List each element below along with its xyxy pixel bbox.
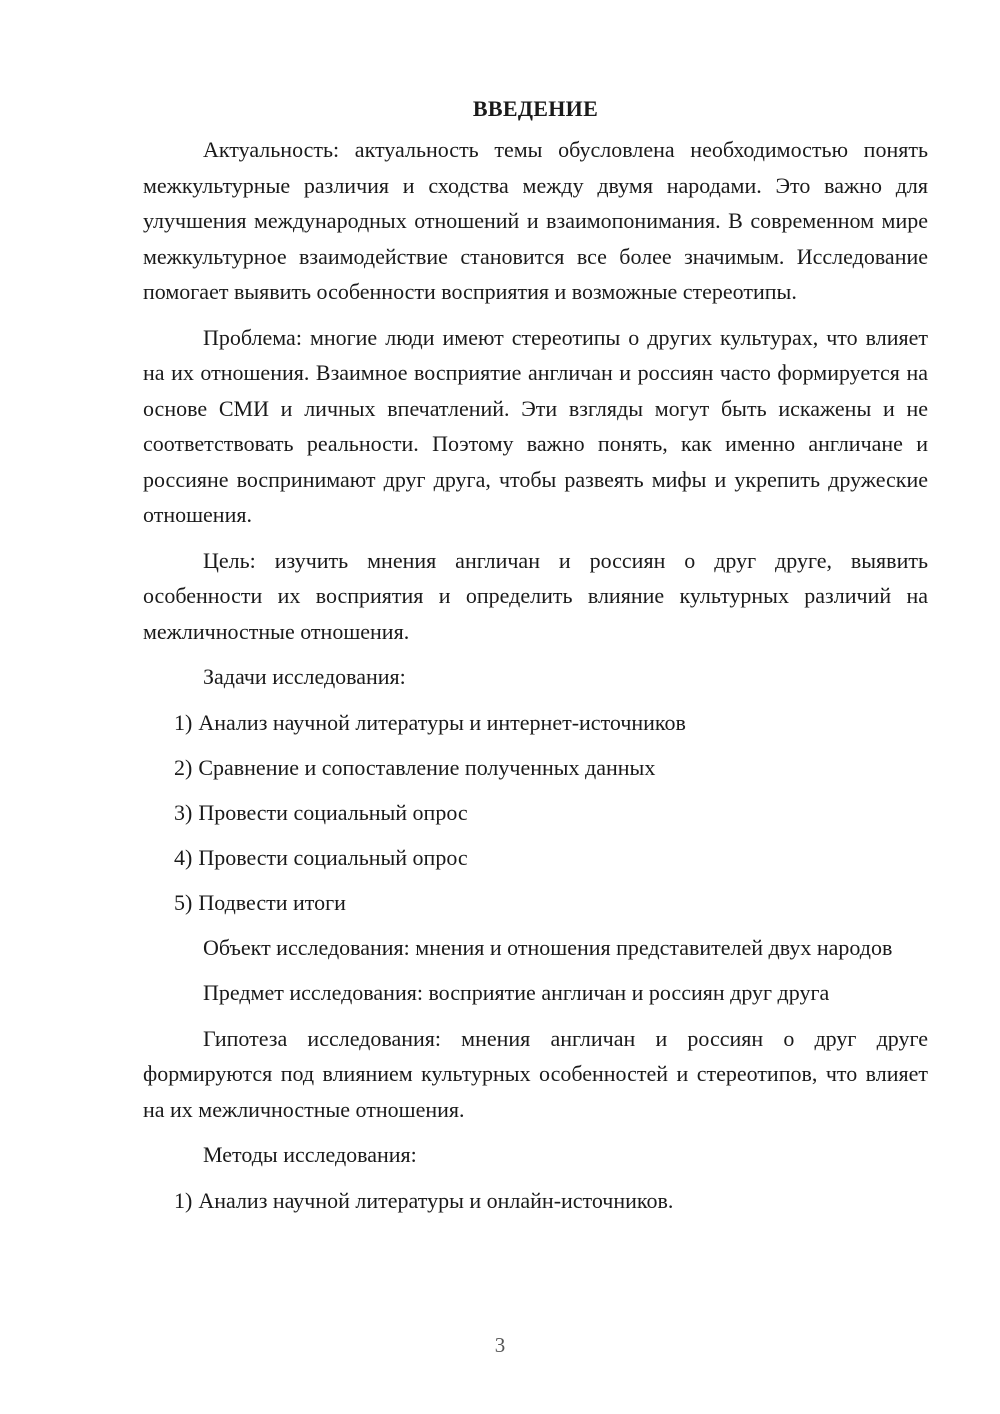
list-item [174,1183,928,1219]
subject-paragraph: Предмет исследования: восприятие англичан и россиян друг друга [203,980,830,1005]
list-item-text: Анализ научной литературы и интернет-источников [198,709,686,735]
hypothesis-paragraph: Гипотеза исследования: мнения англичан и россиян о друг друге формируются под влиянием культурных особенностей и стереотипов, что влияет на их межличностные отношения. [143,1025,928,1122]
list-item-number: 2) [174,754,193,780]
problem-paragraph: Проблема: многие люди имеют стереотипы о других культурах, что влияет на их отношения. Взаимное восприятие англичан и россиян часто формируется на основе СМИ и личных впечатлений. Эти взгляды могут быть искажены и не соответствовать реальности. Поэтому важно понять, как именно англичане и россияне воспринимают друг друга, чтобы развеять мифы и укрепить дружеские отношения. [143,324,928,527]
list-item-number: 1) [174,1187,193,1213]
methods-list [143,1183,928,1219]
page-number: 3 [494,1333,506,1357]
document-page [143,92,928,1228]
goal-paragraph: Цель: изучить мнения англичан и россиян о друг друге, выявить особенности их восприятия и определить влияние культурных различий на межличностные отношения. [143,547,928,644]
list-item-text: Провести социальный опрос [198,844,468,870]
page-title: ВВЕДЕНИЕ [472,96,599,121]
list-item [174,885,928,921]
tasks-heading: Задачи исследования: [203,664,406,689]
list-item [174,750,928,786]
list-item-text: Сравнение и сопоставление полученных данных [198,754,656,780]
list-item [174,840,928,876]
list-item-number: 3) [174,799,193,825]
list-item-number: 5) [174,889,193,915]
list-item-number: 4) [174,844,193,870]
list-item-number: 1) [174,709,193,735]
methods-heading: Методы исследования: [203,1142,417,1167]
list-item [174,705,928,741]
relevance-paragraph: Актуальность: актуальность темы обусловлена необходимостью понять межкультурные различия и сходства между двумя народами. Это важно для улучшения международных отношений и взаимопонимания. В современном мире межкультурное взаимодействие становится все более значимым. Исследование помогает выявить особенности восприятия и возможные стереотипы. [143,137,928,304]
list-item [174,795,928,831]
object-paragraph: Объект исследования: мнения и отношения представителей двух народов [203,934,893,960]
tasks-list [143,705,928,921]
list-item-text: Анализ научной литературы и онлайн-источников. [198,1187,674,1213]
list-item-text: Провести социальный опрос [198,799,468,825]
list-item-text: Подвести итоги [198,889,346,915]
